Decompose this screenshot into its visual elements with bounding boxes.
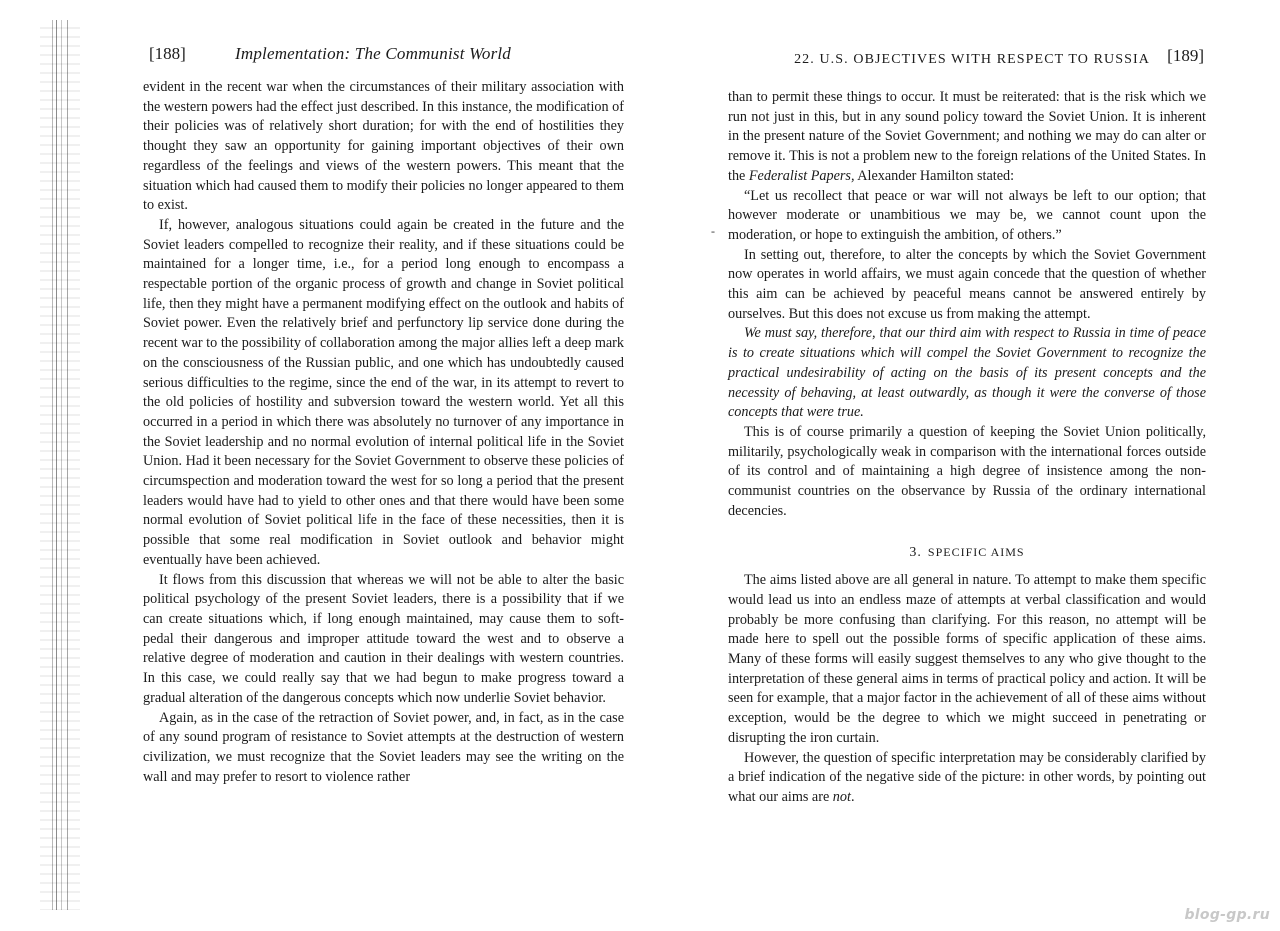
binding-gutter bbox=[40, 20, 80, 910]
paragraph-text: Alexander Hamilton stated: bbox=[854, 167, 1015, 184]
emphasized-paragraph: We must say, therefore, that our third aim with respect to Russia in time of peace is to create situations which will compel the Soviet Government to recognize the practical undesirability of acting on the basis of its present concepts and the necessity of behaving, at least outwardly, as though it were the converse of those concepts that were true. bbox=[728, 325, 1206, 421]
right-page-body bbox=[728, 88, 1206, 808]
left-page-body bbox=[143, 78, 624, 787]
paragraph: evident in the recent war when the circumstances of their military association with the western powers had the effect just described. In this instance, the modification of their policies was of relatively short duration; for with the end of hostilities they thought they saw an opportunity for gaining important objectives of their own regardless of the feelings and views of the western powers. This meant that the situation which had caused them to modify their policies no longer appeared to them to exist. bbox=[143, 79, 624, 214]
paragraph: This is of course primarily a question of keeping the Soviet Union politically, militarily, psychologically weak in comparison with the international forces outside of its control and of maintaining a high degree of insistence among the non-communist countries on the observance by Russia of the ordinary international decencies. bbox=[728, 423, 1206, 519]
paragraph: Again, as in the case of the retraction of Soviet power, and, in fact, as in the case of any sound program of resistance to Soviet attempts at the destruction of western civilization, we must recognize that the Soviet leaders may see the writing on the wall and may prefer to resort to violence rather bbox=[143, 709, 624, 785]
paragraph: If, however, analogous situations could again be created in the future and the Soviet leaders compelled to recognize their reality, and if these situations could be maintained for a longer time, i.e., for a period long enough to encompass a respectable portion of the organic process of growth and change in Soviet political life, then they might have a permanent modifying effect on the outlook and habits of Soviet power. Even the relatively brief and perfunctory lip service done during the recent war to the possibility of collaboration among the major allies left a deep mark on the consciousness of the Russian public, and one which has undoubtedly caused serious difficulties to the regime, since the end of the war, in its attempt to revert to the old policies of hostility and subversion toward the western world. Yet all this occurred in a period in which there was absolutely no turnover of any importance in the Soviet leadership and no normal evolution of internal political life in the Soviet Union. Had it been necessary for the Soviet Government to observe these policies of circumspection and moderation toward the west for so long a period that the present leaders would have had to yield to other ones and that there would have been some normal evolution of Soviet political life in the face of these necessities, then it is possible that some real modification in Soviet outlook and behavior might eventually have been achieved. bbox=[143, 216, 624, 568]
paragraph bbox=[728, 749, 1206, 808]
margin-mark: - bbox=[711, 224, 715, 238]
paragraph: The aims listed above are all general in nature. To attempt to make them specific would lead us into an endless maze of attempts at verbal classification and would probably be more confusing than clarifying. For this reason, no attempt will be made here to spell out the possible forms of specific application of these aims. Many of these forms will easily suggest themselves to any who give thought to the interpretation of these general aims in terms of practical policy and action. It will be seen for example, that a major factor in the achievement of all of these aims without exception, would be the degree to which we might succeed in penetrating or disrupting the iron curtain. bbox=[728, 572, 1206, 746]
paragraph: In setting out, therefore, to alter the concepts by which the Soviet Government now operates in world affairs, we must again concede that the question of whether this aim can be achieved by peaceful means cannot be answered entirely by ourselves. But this does not excuse us from making the attempt. bbox=[728, 246, 1206, 322]
paragraph-text: . bbox=[850, 788, 855, 805]
section-title: SPECIFIC AIMS bbox=[927, 545, 1025, 560]
block-quote: “Let us recollect that peace or war will not always be left to our option; that however moderate or unambitious we may be, we cannot count upon the moderation, or hope to extinguish the ambition, of others.” bbox=[728, 187, 1206, 243]
paragraph bbox=[728, 88, 1206, 187]
book-title: Federalist Papers, bbox=[748, 167, 855, 184]
paragraph-text: than to permit these things to occur. It must be reiterated: that is the risk which we run not just in this, but in any sound policy toward the Soviet Union. It is inherent in the present nature of the Soviet Government; and nothing we may do can alter or remove it. This is not a problem new to the foreign relations of the United States. In the bbox=[728, 89, 1206, 184]
paragraph: It flows from this discussion that whereas we will not be able to alter the basic political psychology of the present Soviet leaders, there is a possibility that if we can create situations which, if long enough maintained, may cause them to soft-pedal their dangerous and improper attitude toward the west and to observe a relative degree of moderation and caution in their dealings with western countries. In this case, we could really say that we had begun to make progress toward a gradual alteration of the dangerous concepts which now underlie Soviet behavior. bbox=[143, 571, 624, 706]
page-number-left: [188] bbox=[149, 44, 186, 63]
section-heading bbox=[728, 543, 1206, 563]
paragraph-text: However, the question of specific interpretation may be considerably clarified by a brief indication of the negative side of the picture: in other words, by pointing out what our aims are bbox=[728, 749, 1206, 805]
section-number: 3. bbox=[909, 545, 922, 561]
emphasized-word: not bbox=[832, 788, 851, 805]
running-head-left bbox=[143, 42, 624, 68]
watermark: blog-gp.ru bbox=[1184, 907, 1270, 923]
running-head-right bbox=[728, 42, 1206, 68]
running-title-left: Implementation: The Communist World bbox=[235, 44, 512, 63]
running-title-right: 22. U.S. OBJECTIVES WITH RESPECT TO RUSSIA bbox=[794, 52, 1150, 67]
page-number-right: [189] bbox=[1167, 46, 1204, 65]
